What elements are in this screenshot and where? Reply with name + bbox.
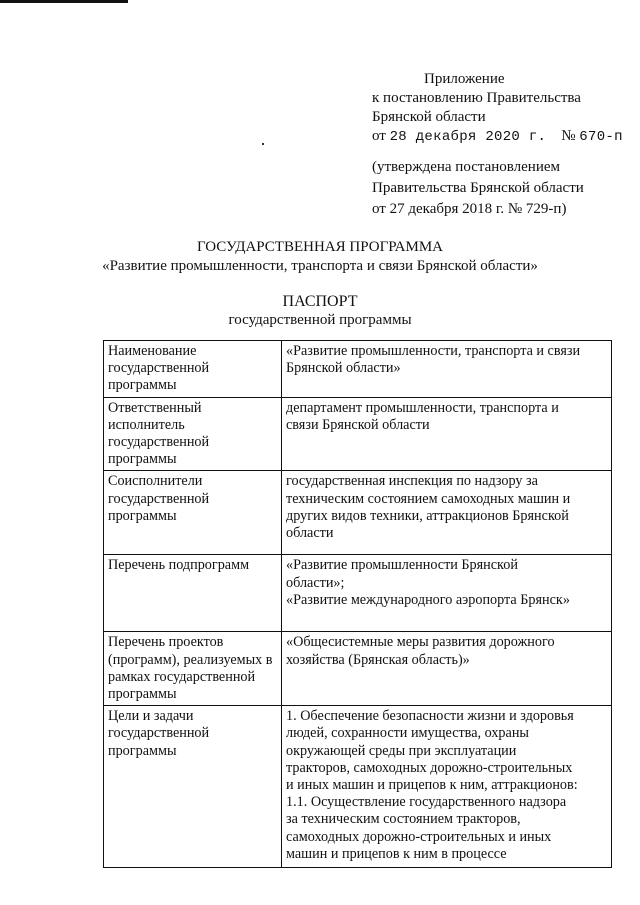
row-key-cell (104, 471, 282, 555)
cell-line: государственная инспекция по надзору за (286, 473, 538, 490)
number-prefix: № (561, 128, 576, 144)
table-row (104, 397, 612, 471)
appendix-block (372, 70, 632, 147)
passport-heading (0, 292, 640, 330)
passport-title: ПАСПОРТ (282, 293, 358, 310)
cell-line: хозяйства (Брянская область)» (286, 651, 470, 668)
passport-subtitle: государственной программы (228, 312, 412, 328)
approved-block (372, 157, 632, 220)
approved-line-3: от 27 декабря 2018 г. № 729-п) (372, 201, 567, 217)
cell-line: программы (108, 507, 177, 524)
cell-line: людей, сохранности имущества, охраны (286, 725, 529, 742)
program-title: ГОСУДАРСТВЕННАЯ ПРОГРАММА (196, 239, 444, 255)
cell-line: государственной (108, 725, 210, 742)
cell-line: за техническим состоянием тракторов, (286, 811, 521, 828)
cell-line: области (286, 525, 334, 542)
date-value: 28 декабря 2020 г. (389, 129, 547, 145)
cell-line: Перечень проектов (108, 634, 224, 651)
date-prefix: от (372, 128, 386, 144)
row-key-cell (104, 632, 282, 706)
cell-line: 1.1. Осуществление государственного надзора (286, 794, 567, 811)
cell-line: самоходных дорожно-строительных и иных (286, 828, 552, 845)
cell-line: окружающей среды при эксплуатации (286, 742, 517, 759)
cell-line: программы (108, 742, 177, 759)
cell-line: машин и прицепов к ним в процессе (286, 845, 507, 862)
cell-line: Брянской области» (286, 360, 401, 377)
table-row (104, 341, 612, 398)
cell-line: исполнитель (108, 416, 185, 433)
cell-line: 1. Обеспечение безопасности жизни и здоровья (286, 708, 574, 725)
cell-line: Ответственный (108, 399, 202, 416)
cell-line: департамент промышленности, транспорта и (286, 399, 559, 416)
row-key-cell (104, 341, 282, 398)
appendix-line-1: к постановлению Правительства (372, 90, 581, 106)
table-row (104, 555, 612, 632)
cell-line: государственной (108, 490, 210, 507)
row-key-cell (104, 397, 282, 471)
appendix-title: Приложение (424, 71, 505, 87)
appendix-line-2: Брянской области (372, 109, 486, 125)
row-value-cell (282, 341, 612, 398)
row-value-cell (282, 632, 612, 706)
number-value: 670-п (579, 129, 623, 145)
stray-dot (262, 143, 264, 145)
cell-line: программы (108, 686, 177, 703)
cell-line: программы (108, 451, 177, 468)
cell-line: тракторов, самоходных дорожно-строительных (286, 759, 573, 776)
cell-line: (программ), реализуемых в (108, 651, 273, 668)
cell-line: государственной (108, 360, 210, 377)
cell-line: «Общесистемные меры развития дорожного (286, 634, 555, 651)
cell-line: техническим состоянием самоходных машин и (286, 490, 571, 507)
row-key-cell (104, 555, 282, 632)
cell-line: Наименование (108, 343, 197, 359)
row-value-cell (282, 555, 612, 632)
row-value-cell (282, 471, 612, 555)
program-heading (0, 238, 640, 276)
cell-line: Перечень подпрограмм (108, 557, 250, 574)
cell-line: Цели и задачи (108, 708, 194, 725)
row-value-cell (282, 706, 612, 868)
row-key-cell (104, 706, 282, 868)
cell-line: «Развитие международного аэропорта Брянск» (286, 591, 570, 608)
approved-line-2: Правительства Брянской области (372, 180, 584, 196)
table-row (104, 632, 612, 706)
cell-line: области»; (286, 574, 345, 591)
cell-line: «Развитие промышленности, транспорта и связи (286, 343, 581, 359)
cell-line: других видов техники, аттракционов Брянской (286, 507, 569, 524)
top-rule (0, 0, 128, 3)
cell-line: «Развитие промышленности Брянской (286, 557, 518, 574)
program-subtitle: «Развитие промышленности, транспорта и связи Брянской области» (102, 258, 538, 274)
cell-line: связи Брянской области (286, 416, 430, 433)
approved-line-1: (утверждена постановлением (372, 159, 561, 175)
cell-line: программы (108, 377, 177, 394)
cell-line: государственной (108, 434, 210, 451)
passport-table (103, 340, 612, 868)
row-value-cell (282, 397, 612, 471)
cell-line: Соисполнители (108, 473, 203, 490)
cell-line: и иных машин и прицепов к ним, аттракционов: (286, 777, 578, 794)
cell-line: рамках государственной (108, 668, 256, 685)
table-row (104, 706, 612, 868)
appendix-date-line (372, 127, 632, 147)
table-row (104, 471, 612, 555)
